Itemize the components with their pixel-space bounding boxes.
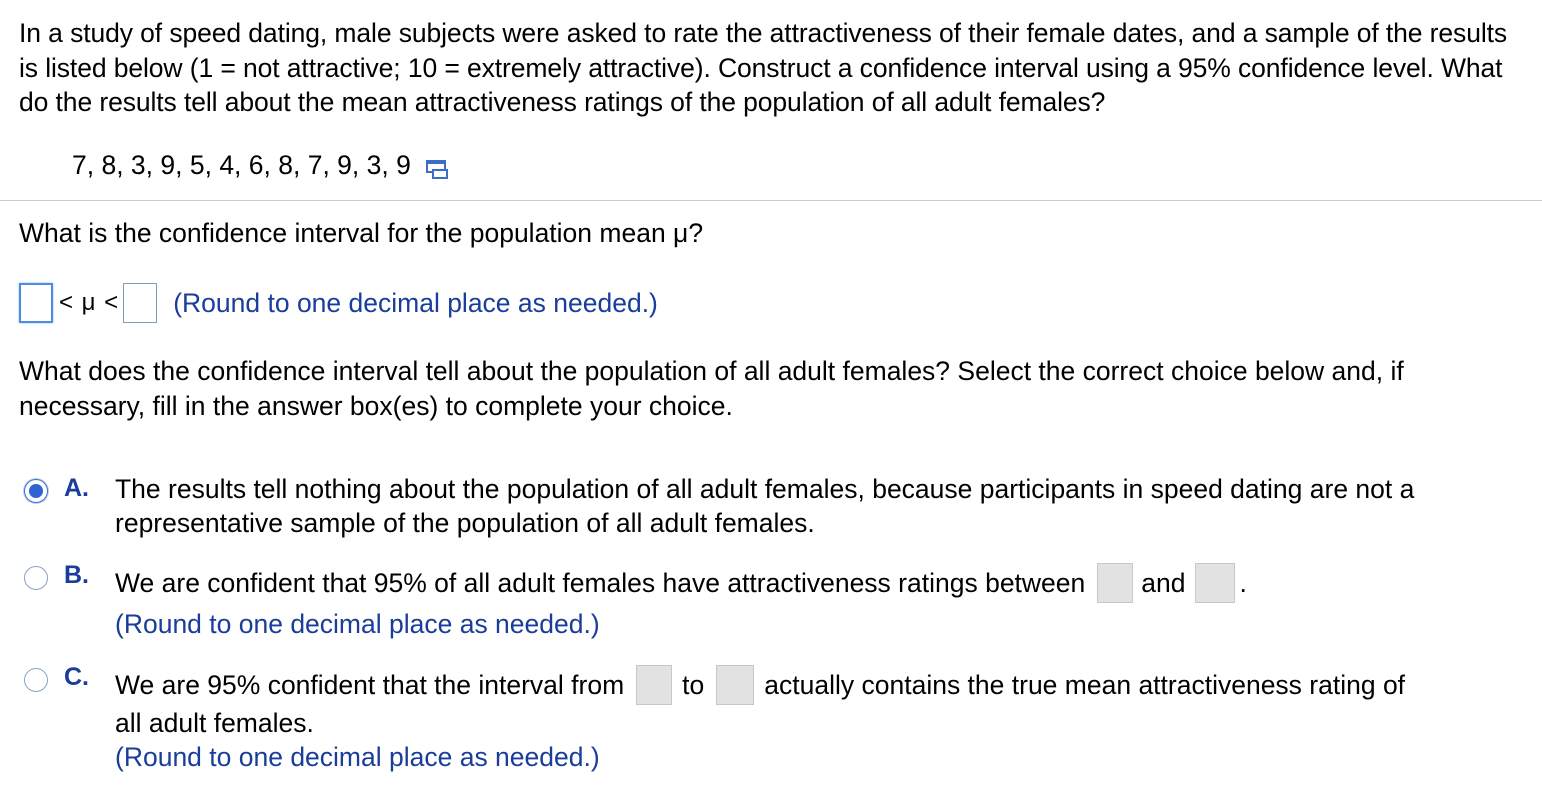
choice-b-upper-input[interactable]: [1195, 563, 1235, 603]
choice-b-radio[interactable]: [24, 566, 48, 590]
lower-bound-input[interactable]: [19, 283, 53, 323]
question-interpretation: What does the confidence interval tell about the population of all adult females? Select the correct choice below and, if necessary, fill in the answer box(es) to complete your choice.: [19, 356, 1404, 421]
choice-a-text: The results tell nothing about the population of all adult females, because participants in speed dating are not a representative sample of the population of all adult females.: [115, 474, 1415, 538]
choice-a-radio[interactable]: [24, 479, 48, 503]
mu-inequality: < μ <: [59, 289, 120, 316]
choice-c-text-before: We are 95% confident that the interval from: [115, 670, 625, 700]
choice-b-body: [115, 562, 1247, 641]
choice-c-text-mid: to: [682, 670, 705, 700]
data-values-row: [72, 148, 451, 182]
confidence-interval-answer-row: [19, 283, 658, 323]
choice-c[interactable]: [24, 668, 48, 692]
choice-a-letter: A.: [64, 474, 89, 502]
choice-b-hint: (Round to one decimal place as needed.): [115, 609, 600, 639]
problem-statement: In a study of speed dating, male subjects were asked to rate the attractiveness of their female dates, and a sample of the results is listed below (1 = not attractive; 10 = extremely attractive). Construct a confidence interval using a 95% confidence level. What do the results tell about the mean attractiveness ratings of the population of all adult females?: [19, 18, 1508, 117]
choice-c-hint: (Round to one decimal place as needed.): [115, 742, 600, 772]
choice-c-lower-input[interactable]: [636, 665, 672, 705]
choice-b-lower-input[interactable]: [1097, 563, 1133, 603]
choice-b[interactable]: [24, 566, 48, 590]
choice-c-text-after: actually contains the true mean attractiveness rating of: [764, 670, 1406, 700]
question-confidence-interval: What is the confidence interval for the population mean μ?: [19, 218, 704, 248]
choice-b-letter: B.: [64, 561, 89, 589]
choice-a[interactable]: [24, 477, 48, 503]
choice-c-radio[interactable]: [24, 668, 48, 692]
choice-b-text-mid: and: [1141, 568, 1186, 598]
choice-c-text-line2: all adult females.: [115, 708, 314, 738]
rounding-hint: (Round to one decimal place as needed.): [173, 287, 658, 318]
choice-c-body: [115, 664, 1405, 774]
choice-b-text-before: We are confident that 95% of all adult females have attractiveness ratings between: [115, 568, 1086, 598]
choice-c-upper-input[interactable]: [716, 665, 754, 705]
upper-bound-input[interactable]: [123, 283, 157, 323]
data-values: 7, 8, 3, 9, 5, 4, 6, 8, 7, 9, 3, 9: [72, 150, 411, 180]
choice-c-letter: C.: [64, 663, 89, 691]
section-divider: [0, 200, 1542, 201]
copy-data-icon[interactable]: [425, 154, 451, 176]
choice-b-text-after: .: [1239, 568, 1247, 598]
